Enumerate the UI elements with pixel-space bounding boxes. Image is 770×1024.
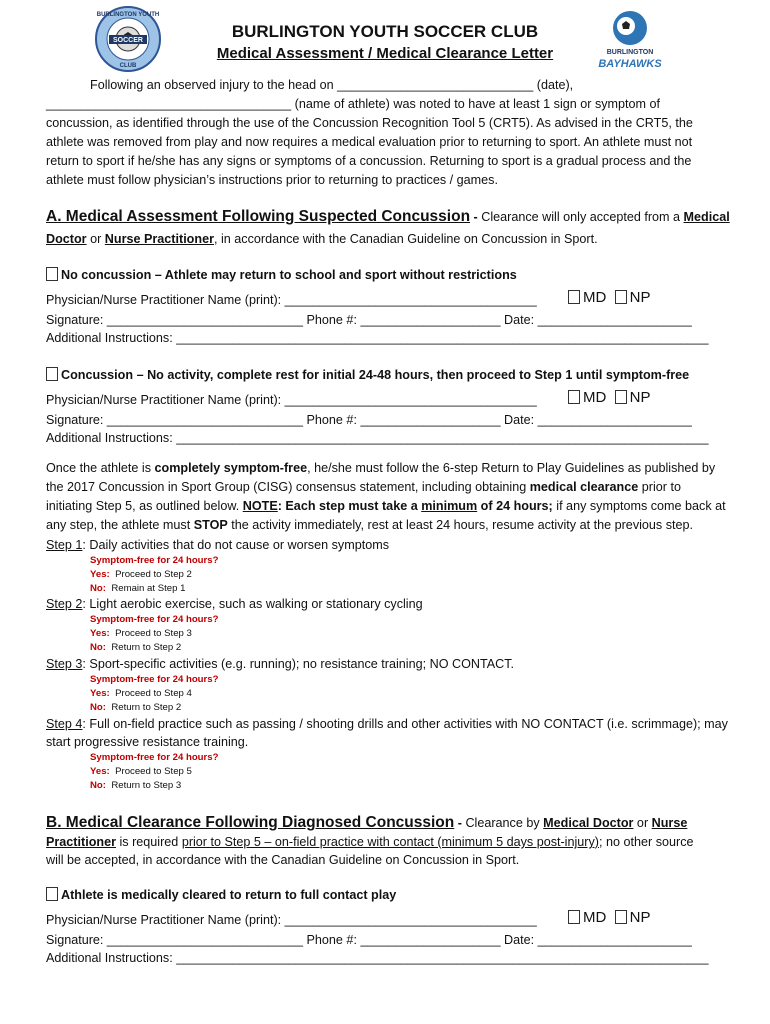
step-3-check: Symptom-free for 24 hours? Yes: Proceed to Step 4 No: Return to Step 2 bbox=[90, 674, 219, 713]
section-b-heading: B. Medical Clearance Following Diagnosed Concussion bbox=[46, 814, 455, 831]
no-concussion-checkbox[interactable] bbox=[46, 267, 58, 281]
section-b-line-3: will be accepted, in accordance with the Canadian Guideline on Concussion in Sport. bbox=[46, 853, 520, 867]
np-checkbox-2[interactable] bbox=[615, 390, 627, 404]
cleared-checkbox[interactable] bbox=[46, 887, 58, 901]
step-3: Step 3: Sport-specific activities (e.g. running); no resistance training; NO CONTACT. bbox=[46, 657, 515, 671]
option-cleared: Athlete is medically cleared to return to full contact play bbox=[46, 887, 396, 902]
intro-line-2: ___________________________________ (name of athlete) was noted to have at least 1 sign or symptom of bbox=[46, 97, 661, 111]
svg-text:SOCCER: SOCCER bbox=[113, 37, 143, 44]
step-1-check: Symptom-free for 24 hours? Yes: Proceed to Step 2 No: Remain at Step 1 bbox=[90, 555, 219, 594]
svg-text:BURLINGTON YOUTH: BURLINGTON YOUTH bbox=[96, 12, 160, 18]
section-b-line-2: Practitioner is required prior to Step 5 – on-field practice with contact (minimum 5 days post-injury); no other source bbox=[46, 835, 694, 849]
additional-instructions-1[interactable]: Additional Instructions: ____________________________________________________________________________ bbox=[46, 331, 709, 345]
physician-name-field-1[interactable]: Physician/Nurse Practitioner Name (print): ____________________________________ bbox=[46, 293, 537, 307]
np-checkbox-3[interactable] bbox=[615, 910, 627, 924]
step-4: Step 4: Full on-field practice such as passing / shooting drills and other activities with NO CONTACT (i.e. scrimmage); may bbox=[46, 717, 728, 731]
section-a-heading-line: A. Medical Assessment Following Suspected Concussion - Clearance will only accepted from a Medical bbox=[46, 208, 730, 225]
md-checkbox-2[interactable] bbox=[568, 390, 580, 404]
md-checkbox-3[interactable] bbox=[568, 910, 580, 924]
step-4-check: Symptom-free for 24 hours? Yes: Proceed to Step 5 No: Return to Step 3 bbox=[90, 752, 219, 791]
option-concussion-rest: Concussion – No activity, complete rest for initial 24-48 hours, then proceed to Step 1 until symptom-free bbox=[46, 367, 689, 382]
signature-field-2[interactable]: Signature: ____________________________ Phone #: ____________________ Date: ______________________ bbox=[46, 413, 692, 427]
intro-line-5: return to sport if he/she has any signs or symptoms of a concussion. Returning to sport is a gradual process and the bbox=[46, 154, 692, 168]
md-np-choice-3: MD NP bbox=[568, 909, 651, 926]
concussion-checkbox[interactable] bbox=[46, 367, 58, 381]
svg-text:CLUB: CLUB bbox=[119, 63, 137, 69]
document-title: BURLINGTON YOUTH SOCCER CLUB bbox=[231, 22, 539, 41]
physician-name-field-2[interactable]: Physician/Nurse Practitioner Name (print): ____________________________________ bbox=[46, 393, 537, 407]
intro-line-4: athlete was removed from play and now requires a medical evaluation prior to returning to sport. An athlete must not bbox=[46, 135, 693, 149]
physician-name-field-3[interactable]: Physician/Nurse Practitioner Name (print): ____________________________________ bbox=[46, 913, 537, 927]
additional-instructions-2[interactable]: Additional Instructions: ____________________________________________________________________________ bbox=[46, 431, 709, 445]
bayhawks-logo bbox=[588, 6, 672, 72]
md-np-choice-1: MD NP bbox=[568, 289, 651, 306]
step-2: Step 2: Light aerobic exercise, such as walking or stationary cycling bbox=[46, 597, 423, 611]
section-a-heading: A. Medical Assessment Following Suspected Concussion bbox=[46, 208, 471, 225]
option-no-concussion: No concussion – Athlete may return to school and sport without restrictions bbox=[46, 267, 517, 282]
document-subtitle: Medical Assessment / Medical Clearance Letter bbox=[216, 45, 554, 62]
rtp-line-4: any step, the athlete must STOP the activity immediately, rest at least 24 hours, resume activity at the previous step. bbox=[46, 518, 694, 532]
section-b-heading-line: B. Medical Clearance Following Diagnosed Concussion - Clearance by Medical Doctor or Nurse bbox=[46, 814, 688, 831]
svg-text:BURLINGTON: BURLINGTON bbox=[606, 49, 654, 56]
rtp-line-3: initiating Step 5, as outlined below. NOTE: Each step must take a minimum of 24 hours; if any symptoms come back at bbox=[46, 499, 726, 513]
md-checkbox-1[interactable] bbox=[568, 290, 580, 304]
intro-line-1: Following an observed injury to the head on ____________________________ (date), bbox=[90, 78, 574, 92]
md-np-choice-2: MD NP bbox=[568, 389, 651, 406]
intro-line-6: athlete must follow physician’s instructions prior to returning to practices / games. bbox=[46, 173, 498, 187]
intro-line-3: concussion, as identified through the use of the Concussion Recognition Tool 5 (CRT5). As advised in the CRT5, the bbox=[46, 116, 693, 130]
additional-instructions-3[interactable]: Additional Instructions: ____________________________________________________________________________ bbox=[46, 951, 709, 965]
step-2-check: Symptom-free for 24 hours? Yes: Proceed to Step 3 No: Return to Step 2 bbox=[90, 614, 219, 653]
step-4-cont: start progressive resistance training. bbox=[46, 735, 249, 749]
rtp-line-1: Once the athlete is completely symptom-free, he/she must follow the 6-step Return to Play Guidelines as published by bbox=[46, 461, 716, 475]
np-checkbox-1[interactable] bbox=[615, 290, 627, 304]
signature-field-1[interactable]: Signature: ____________________________ Phone #: ____________________ Date: ______________________ bbox=[46, 313, 692, 327]
signature-field-3[interactable]: Signature: ____________________________ Phone #: ____________________ Date: ______________________ bbox=[46, 933, 692, 947]
step-1: Step 1: Daily activities that do not cause or worsen symptoms bbox=[46, 538, 389, 552]
rtp-line-2: the 2017 Concussion in Sport Group (CISG) consensus statement, including obtaining medical clearance prior to bbox=[46, 480, 681, 494]
svg-text:BAYHAWKS: BAYHAWKS bbox=[598, 58, 662, 70]
section-a-subline: Doctor or Nurse Practitioner, in accordance with the Canadian Guideline on Concussion in Sport. bbox=[46, 232, 598, 246]
